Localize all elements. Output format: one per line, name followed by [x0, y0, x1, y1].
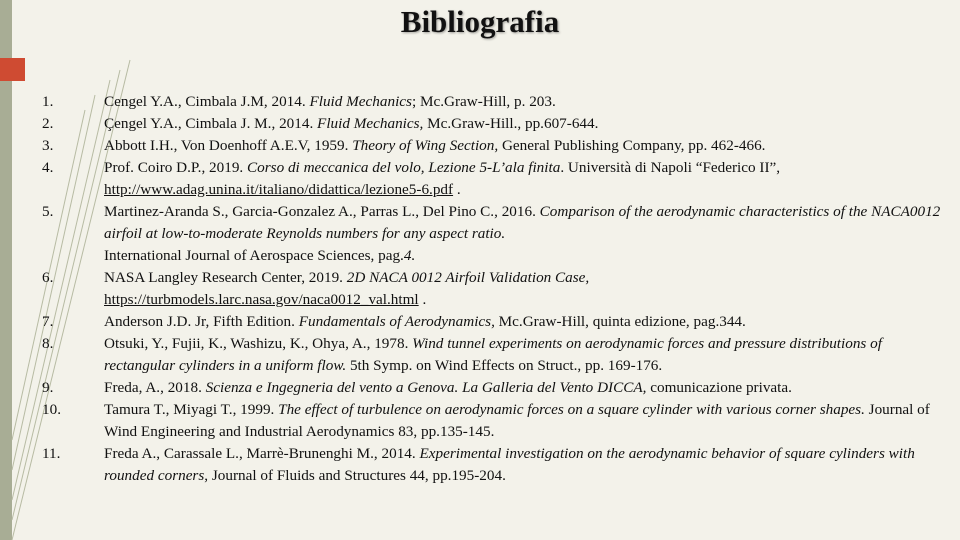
reference-item: [38, 333, 956, 377]
reference-number: 11.: [42, 445, 61, 462]
reference-text: [104, 135, 956, 157]
reference-title: 4.: [403, 247, 416, 264]
reference-segment: Mc.Graw-Hill, quinta edizione, pag.344.: [494, 313, 746, 330]
reference-segment: Freda A., Carassale L., Marrè-Brunenghi M., 2014.: [104, 445, 420, 462]
reference-segment: . Università di Napoli “Federico II”,: [560, 159, 781, 176]
reference-segment: , Journal of Fluids and Structures 44, pp.195-204.: [204, 467, 506, 484]
reference-text: [104, 157, 956, 201]
reference-item: [38, 157, 956, 201]
reference-number: 7.: [42, 313, 54, 330]
reference-number: 4.: [42, 159, 54, 176]
reference-item: [38, 377, 956, 399]
reference-title: Wind tunnel experiments on aerodynamic forces and pressure distributions of rectangular cylinders in a uniform flow.: [104, 335, 882, 374]
reference-item: [38, 443, 956, 487]
reference-title: Fundamentals of Aerodynamics,: [298, 313, 495, 330]
reference-title: Fluid Mechanics,: [317, 115, 424, 132]
reference-number: 9.: [42, 379, 54, 396]
reference-item: [38, 311, 956, 333]
reference-title: Experimental investigation on the aerodynamic behavior of square cylinders with rounded corners: [104, 445, 915, 484]
reference-segment: Mc.Graw-Hill., pp.607-644.: [423, 115, 599, 132]
reference-link[interactable]: http://www.adag.unina.it/italiano/didattica/lezione5-6.pdf: [104, 181, 454, 198]
reference-link[interactable]: https://turbmodels.larc.nasa.gov/naca0012_val.html: [104, 291, 419, 308]
reference-title: Corso di meccanica del volo, Lezione 5-L’ala finita: [247, 159, 561, 176]
reference-title: Fluid Mechanics: [309, 93, 412, 110]
reference-text: [104, 333, 956, 377]
reference-text: [104, 443, 956, 487]
reference-number: 5.: [42, 203, 54, 220]
reference-text: [104, 311, 956, 333]
reference-item: [38, 267, 956, 311]
reference-item: [38, 91, 956, 113]
reference-segment: Abbott I.H., Von Doenhoff A.E.V, 1959.: [104, 137, 353, 154]
page-title: Bibliografia: [400, 4, 560, 39]
reference-title: 2D NACA 0012 Airfoil Validation Case,: [346, 269, 590, 286]
reference-segment: Otsuki, Y., Fujii, K., Washizu, K., Ohya, A., 1978.: [104, 335, 413, 352]
reference-segment: Prof. Coiro D.P., 2019.: [104, 159, 248, 176]
reference-item: [38, 113, 956, 135]
reference-segment: comunicazione privata.: [646, 379, 792, 396]
reference-number: 6.: [42, 269, 54, 286]
reference-text: [104, 399, 956, 443]
reference-number: 1.: [42, 93, 54, 110]
reference-list: [38, 91, 956, 487]
reference-segment: Tamura T., Miyagi T., 1999.: [104, 401, 279, 418]
reference-segment: 5th Symp. on Wind Effects on Struct., pp. 169-176.: [346, 357, 663, 374]
reference-title: Scienza e Ingegneria del vento a Genova. La Galleria del Vento DICCA,: [205, 379, 647, 396]
reference-segment: General Publishing Company, pp. 462-466.: [498, 137, 766, 154]
reference-title: Comparison of the aerodynamic characteristics of the NACA0012 airfoil at low-to-moderate Reynolds numbers for any aspect ratio.: [104, 203, 941, 242]
reference-segment: Çengel Y.A., Cimbala J. M., 2014.: [104, 115, 318, 132]
reference-number: 10.: [42, 401, 61, 418]
reference-text: [104, 267, 956, 311]
reference-number: 8.: [42, 335, 54, 352]
reference-segment: Cengel Y.A., Cimbala J.M, 2014.: [104, 93, 310, 110]
reference-segment: NASA Langley Research Center, 2019.: [104, 269, 347, 286]
reference-text: [104, 91, 956, 113]
reference-text: [104, 201, 956, 267]
reference-title: The effect of turbulence on aerodynamic forces on a square cylinder with various corner shapes.: [278, 401, 865, 418]
reference-number: 3.: [42, 137, 54, 154]
reference-text: [104, 377, 956, 399]
reference-item: [38, 201, 956, 267]
red-ribbon: [0, 58, 25, 81]
reference-segment: Freda, A., 2018.: [104, 379, 206, 396]
reference-item: [38, 135, 956, 157]
reference-segment: International Journal of Aerospace Sciences, pag.: [104, 247, 404, 264]
reference-text: [104, 113, 956, 135]
reference-segment: Martinez-Aranda S., Garcia-Gonzalez A., Parras L., Del Pino C., 2016.: [104, 203, 540, 220]
reference-segment: Journal of Wind Engineering and Industrial Aerodynamics 83, pp.135-145.: [104, 401, 930, 440]
reference-segment: Anderson J.D. Jr, Fifth Edition.: [104, 313, 299, 330]
reference-segment: .: [453, 181, 461, 198]
reference-item: [38, 399, 956, 443]
reference-number: 2.: [42, 115, 54, 132]
reference-segment: ; Mc.Graw-Hill, p. 203.: [411, 93, 556, 110]
reference-segment: .: [418, 291, 427, 308]
reference-title: Theory of Wing Section,: [352, 137, 499, 154]
